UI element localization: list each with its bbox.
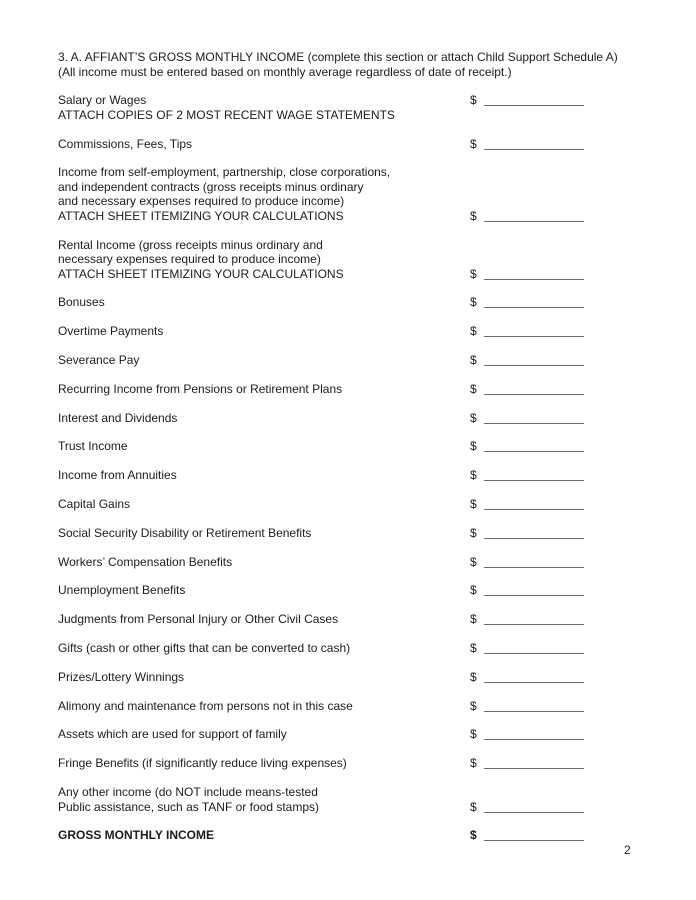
income-row (58, 641, 686, 656)
income-label-line (58, 137, 686, 152)
dollar-sign: $ (470, 136, 477, 151)
income-label-line (58, 439, 686, 454)
income-items-list (58, 93, 686, 843)
income-label: Unemployment Benefits (58, 583, 186, 598)
amount-field (470, 267, 584, 282)
amount-field (470, 93, 584, 108)
income-label: Gifts (cash or other gifts that can be converted to cash) (58, 641, 351, 656)
amount-blank-line[interactable] (484, 641, 584, 654)
amount-field (470, 497, 584, 512)
income-label-line (58, 468, 686, 483)
income-row (58, 526, 686, 541)
amount-field (470, 756, 584, 771)
dollar-sign: $ (470, 756, 477, 771)
dollar-sign: $ (470, 612, 477, 627)
income-row (58, 165, 686, 223)
income-row (58, 828, 686, 843)
income-label-line (58, 612, 686, 627)
amount-blank-line[interactable] (484, 756, 584, 769)
dollar-sign: $ (470, 381, 477, 396)
income-label: Overtime Payments (58, 324, 164, 339)
income-label-line (58, 267, 686, 282)
dollar-sign: $ (470, 554, 477, 569)
amount-field (470, 353, 584, 368)
income-label-line (58, 295, 686, 310)
amount-blank-line[interactable] (484, 353, 584, 366)
income-label-line (58, 756, 686, 771)
income-row (58, 497, 686, 512)
amount-blank-line[interactable] (484, 727, 584, 740)
dollar-sign: $ (470, 497, 477, 512)
income-label: and independent contracts (gross receipts minus ordinary (58, 179, 364, 194)
dollar-sign: $ (470, 828, 477, 843)
dollar-sign: $ (470, 799, 477, 814)
income-label-line (58, 165, 686, 180)
amount-field (470, 699, 584, 714)
amount-field (470, 828, 584, 843)
amount-field (470, 209, 584, 224)
income-label: Salary or Wages (58, 93, 147, 108)
income-label-line (58, 555, 686, 570)
amount-blank-line[interactable] (484, 411, 584, 424)
income-label: Assets which are used for support of family (58, 727, 287, 742)
income-label: Bonuses (58, 295, 105, 310)
income-label: Rental Income (gross receipts minus ordinary and (58, 237, 323, 252)
amount-blank-line[interactable] (484, 497, 584, 510)
income-row (58, 670, 686, 685)
amount-blank-line[interactable] (484, 583, 584, 596)
income-row (58, 382, 686, 397)
income-label: necessary expenses required to produce income) (58, 252, 321, 267)
income-label-line (58, 108, 686, 123)
income-label: Recurring Income from Pensions or Retirement Plans (58, 381, 343, 396)
income-label: and necessary expenses required to produce income) (58, 194, 345, 209)
income-label: ATTACH COPIES OF 2 MOST RECENT WAGE STATEMENTS (58, 107, 395, 122)
income-label: Workers’ Compensation Benefits (58, 554, 233, 569)
dollar-sign: $ (470, 353, 477, 368)
amount-blank-line[interactable] (484, 612, 584, 625)
income-label: Capital Gains (58, 497, 131, 512)
amount-blank-line[interactable] (484, 555, 584, 568)
dollar-sign: $ (470, 410, 477, 425)
income-label: Fringe Benefits (if significantly reduce living expenses) (58, 756, 347, 771)
income-label-line (58, 583, 686, 598)
income-label: Any other income (do NOT include means-tested (58, 785, 318, 800)
amount-field (470, 411, 584, 426)
dollar-sign: $ (470, 641, 477, 656)
amount-field (470, 612, 584, 627)
dollar-sign: $ (470, 669, 477, 684)
income-row (58, 727, 686, 742)
amount-field (470, 727, 584, 742)
income-label-line (58, 194, 686, 209)
income-label: Commissions, Fees, Tips (58, 136, 193, 151)
income-label: Severance Pay (58, 353, 140, 368)
income-row (58, 93, 686, 122)
amount-blank-line[interactable] (484, 526, 584, 539)
section-heading (58, 50, 686, 79)
income-row (58, 137, 686, 152)
dollar-sign: $ (470, 583, 477, 598)
income-label: ATTACH SHEET ITEMIZING YOUR CALCULATIONS (58, 266, 344, 281)
income-row (58, 324, 686, 339)
income-label-line (58, 238, 686, 253)
amount-blank-line[interactable] (484, 137, 584, 150)
dollar-sign: $ (470, 468, 477, 483)
income-label: Alimony and maintenance from persons not in this case (58, 698, 353, 713)
income-label-line (58, 252, 686, 267)
dollar-sign: $ (470, 93, 477, 108)
amount-blank-line[interactable] (484, 93, 584, 106)
income-label-line (58, 411, 686, 426)
amount-field (470, 382, 584, 397)
amount-field (470, 439, 584, 454)
amount-field (470, 800, 584, 815)
amount-blank-line[interactable] (484, 800, 584, 813)
income-row (58, 555, 686, 570)
income-label-line (58, 209, 686, 224)
income-label-line (58, 727, 686, 742)
page-content (58, 50, 686, 857)
income-label-line (58, 353, 686, 368)
income-label: Social Security Disability or Retirement Benefits (58, 525, 312, 540)
dollar-sign: $ (470, 525, 477, 540)
income-label-line (58, 699, 686, 714)
amount-field (470, 295, 584, 310)
amount-blank-line[interactable] (484, 468, 584, 481)
income-label-line (58, 526, 686, 541)
amount-field (470, 555, 584, 570)
amount-field (470, 670, 584, 685)
dollar-sign: $ (470, 324, 477, 339)
income-row (58, 785, 686, 814)
income-row (58, 699, 686, 714)
amount-blank-line[interactable] (484, 295, 584, 308)
amount-blank-line[interactable] (484, 670, 584, 683)
income-label-line (58, 828, 686, 843)
income-row (58, 411, 686, 426)
income-label-line (58, 497, 686, 512)
income-label: Prizes/Lottery Winnings (58, 669, 185, 684)
income-row (58, 583, 686, 598)
income-label-line (58, 670, 686, 685)
amount-blank-line[interactable] (484, 324, 584, 337)
income-label: Public assistance, such as TANF or food stamps) (58, 799, 319, 814)
amount-blank-line[interactable] (484, 267, 584, 280)
dollar-sign: $ (470, 439, 477, 454)
income-row (58, 439, 686, 454)
income-row (58, 756, 686, 771)
income-label: Income from self-employment, partnership, close corporations, (58, 165, 391, 180)
dollar-sign: $ (470, 266, 477, 281)
amount-blank-line[interactable] (484, 209, 584, 222)
income-label: Income from Annuities (58, 468, 177, 483)
income-label: Interest and Dividends (58, 410, 178, 425)
income-label: ATTACH SHEET ITEMIZING YOUR CALCULATIONS (58, 208, 344, 223)
amount-field (470, 468, 584, 483)
income-label: Trust Income (58, 439, 128, 454)
income-label-line (58, 785, 686, 800)
income-label: GROSS MONTHLY INCOME (58, 828, 215, 843)
amount-field (470, 583, 584, 598)
income-label-line (58, 800, 686, 815)
section-heading-line1: 3. A. AFFIANT’S GROSS MONTHLY INCOME (complete this section or attach Child Support Schedule A) (58, 50, 618, 64)
income-label-line (58, 641, 686, 656)
amount-blank-line[interactable] (484, 382, 584, 395)
income-row (58, 468, 686, 483)
amount-field (470, 324, 584, 339)
dollar-sign: $ (470, 727, 477, 742)
income-row (58, 238, 686, 282)
amount-field (470, 137, 584, 152)
amount-field (470, 526, 584, 541)
amount-blank-line[interactable] (484, 828, 584, 841)
dollar-sign: $ (470, 295, 477, 310)
income-row (58, 295, 686, 310)
income-label: Judgments from Personal Injury or Other Civil Cases (58, 612, 339, 627)
income-label-line (58, 324, 686, 339)
income-label-line (58, 180, 686, 195)
section-heading-line2: (All income must be entered based on monthly average regardless of date of receipt.) (58, 64, 512, 79)
amount-blank-line[interactable] (484, 439, 584, 452)
income-label-line (58, 93, 686, 108)
income-row (58, 612, 686, 627)
amount-blank-line[interactable] (484, 699, 584, 712)
income-label-line (58, 382, 686, 397)
dollar-sign: $ (470, 698, 477, 713)
amount-field (470, 641, 584, 656)
dollar-sign: $ (470, 208, 477, 223)
page-number: 2 (624, 843, 631, 857)
income-row (58, 353, 686, 368)
